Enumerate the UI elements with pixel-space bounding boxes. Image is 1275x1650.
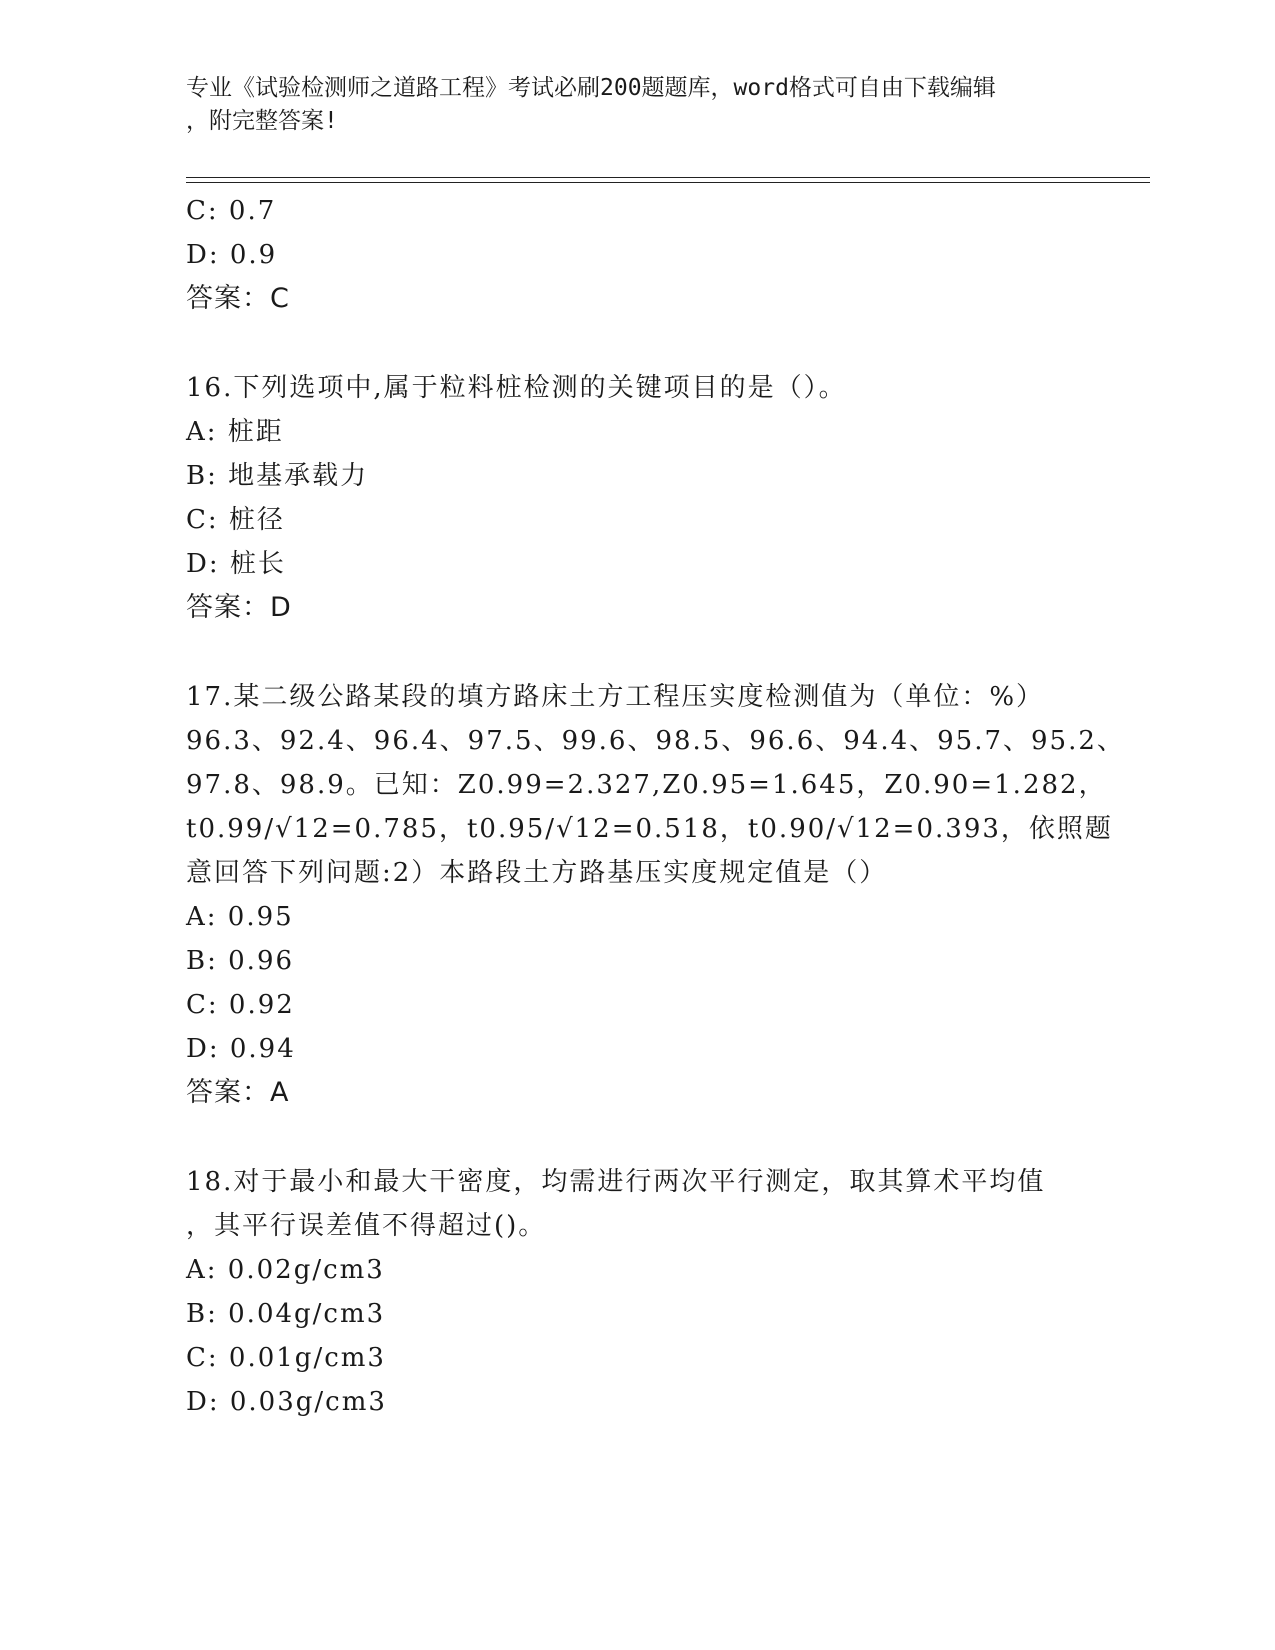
q17-option-a: A: 0.95	[186, 902, 294, 932]
q17-stem-line-2: 96.3、92.4、96.4、97.5、99.6、98.5、96.6、94.4、95.7、95.2、	[186, 726, 1125, 756]
q15-option-c: C: 0.7	[186, 196, 277, 226]
q17-option-d: D: 0.94	[186, 1034, 296, 1064]
document-header	[186, 72, 1086, 138]
q18-stem-line-2: ，其平行误差值不得超过()。	[186, 1211, 547, 1241]
q18-option-d: D: 0.03g/cm3	[186, 1387, 387, 1417]
q17-stem-line-1: 17.某二级公路某段的填方路床土方工程压实度检测值为（单位：%）	[186, 682, 1045, 712]
q16-answer: 答案：D	[186, 592, 292, 623]
q17-option-c: C: 0.92	[186, 990, 295, 1020]
q18-option-b: B: 0.04g/cm3	[186, 1299, 386, 1329]
q17-stem-line-3: 97.8、98.9。已知：Z0.99=2.327,Z0.95=1.645，Z0.90=1.282，	[186, 770, 1107, 800]
q18-option-c: C: 0.01g/cm3	[186, 1343, 386, 1373]
q16-option-c: C: 桩径	[186, 505, 285, 535]
header-divider-bottom	[186, 182, 1150, 183]
q17-stem-line-4: t0.99/√12=0.785，t0.95/√12=0.518，t0.90/√12=0.393，依照题	[186, 814, 1113, 844]
q16-option-a: A: 桩距	[186, 417, 284, 447]
q18-stem-line-1: 18.对于最小和最大干密度，均需进行两次平行测定，取其算术平均值	[186, 1167, 1046, 1197]
q16-option-d: D: 桩长	[186, 549, 286, 579]
q15-option-d: D: 0.9	[186, 240, 278, 270]
header-title-line-1: 专业《试验检测师之道路工程》考试必刷200题题库，word格式可自由下载编辑	[186, 75, 996, 101]
q16-option-b: B: 地基承载力	[186, 461, 369, 491]
q18-option-a: A: 0.02g/cm3	[186, 1255, 385, 1285]
header-divider-top	[186, 177, 1150, 178]
q16-stem: 16.下列选项中,属于粒料桩检测的关键项目的是（）。	[186, 373, 847, 403]
q15-answer: 答案：C	[186, 283, 290, 314]
header-title-line-2: ，附完整答案!	[186, 108, 338, 134]
q17-stem-line-5: 意回答下列问题:2）本路段土方路基压实度规定值是（）	[186, 858, 888, 888]
q17-answer: 答案：A	[186, 1077, 290, 1108]
q17-option-b: B: 0.96	[186, 946, 295, 976]
